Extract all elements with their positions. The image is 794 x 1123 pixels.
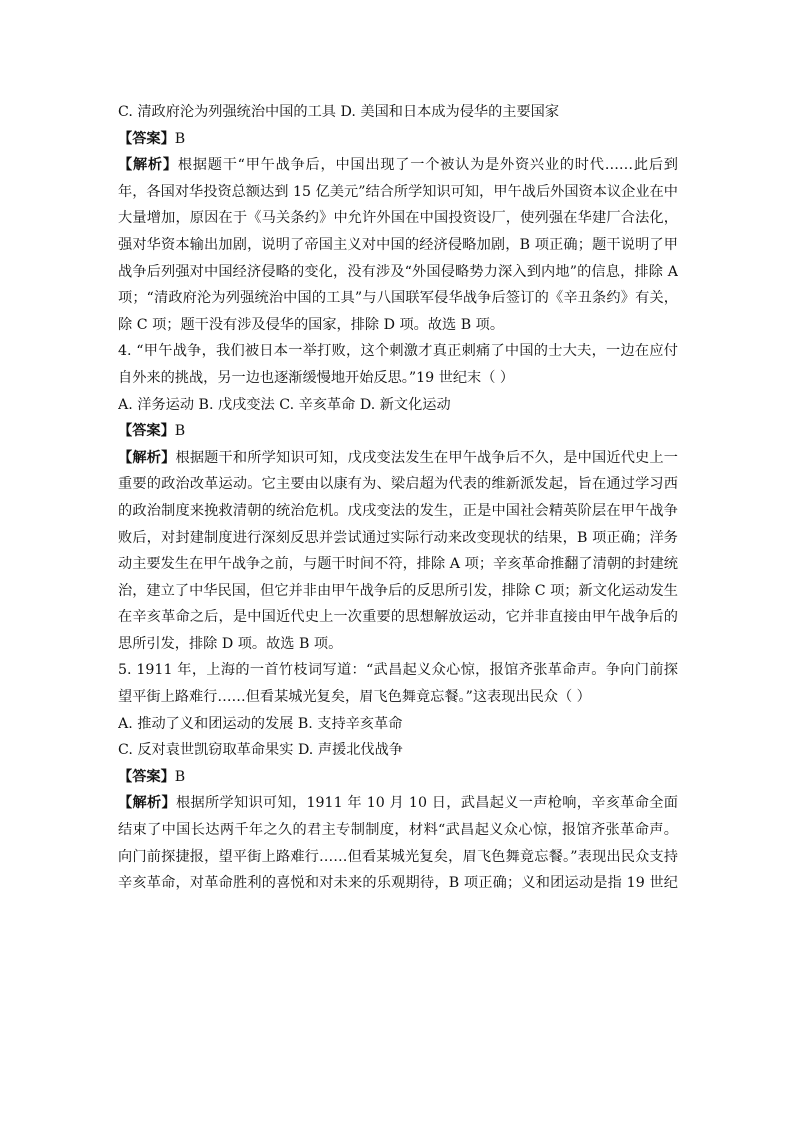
text-line xyxy=(118,498,678,525)
text-line xyxy=(118,205,678,232)
text-line xyxy=(118,631,678,658)
line-text: 思所引发，排除 D 项。故选 B 项。 xyxy=(118,635,343,652)
line-text: A. 推动了义和团运动的发展 B. 支持辛亥革命 xyxy=(118,715,403,732)
line-text: B xyxy=(174,130,186,147)
text-line xyxy=(118,471,678,498)
line-text: 根据题干“甲午战争后，中国出现了一个被认为是外资兴业的时代……此后到 xyxy=(177,157,678,174)
text-line xyxy=(118,711,678,738)
line-text: 战争后列强对中国经济侵略的变化，没有涉及“外国侵略势力深入到内地”的信息，排除 A xyxy=(118,263,678,280)
line-text: 4. “甲午战争，我们被日本一举打败，这个刺激才真正刺痛了中国的士大夫，一边在应付 xyxy=(118,343,678,360)
line-text: 自外来的挑战，另一边也逐渐缓慢地开始反思。”19 世纪末（ ） xyxy=(118,369,515,386)
line-text: 大量增加，原因在于《马关条约》中允许外国在中国投资设厂，使列强在华建厂合法化， xyxy=(118,210,678,227)
text-line xyxy=(118,657,678,684)
text-line xyxy=(118,870,678,897)
text-line xyxy=(118,604,678,631)
line-text: 结束了中国长达两千年之久的君主专制制度，材料“武昌起义众心惊，报馆齐张革命声。 xyxy=(118,822,678,839)
text-line xyxy=(118,259,678,286)
text-line xyxy=(118,126,678,153)
line-text: C. 清政府沦为列强统治中国的工具 D. 美国和日本成为侵华的主要国家 xyxy=(118,104,560,120)
line-text: 败后，对封建制度进行深刻反思并尝试通过实际行动来改变现状的结果，B 项正确；洋务 xyxy=(118,529,678,546)
line-text: 根据题干和所学知识可知，戊戌变法发生在甲午战争后不久，是中国近代史上一 xyxy=(175,449,678,466)
document-body xyxy=(118,99,678,897)
line-text: 5. 1911 年，上海的一首竹枝词写道：“武昌起义众心惊，报馆齐张革命声。争向门前探 xyxy=(118,662,678,679)
line-text: 项；“清政府沦为列强统治中国的工具”与八国联军侵华战争后签订的《辛丑条约》有关， xyxy=(118,290,678,307)
text-line xyxy=(118,764,678,791)
line-text: B xyxy=(174,423,186,440)
line-text: 望平街上路难行……但看某城光复矣，眉飞色舞竟忘餐。”这表现出民众（ ） xyxy=(118,689,591,706)
text-line xyxy=(118,551,678,578)
section-tag: 【答案】 xyxy=(118,130,175,147)
text-line xyxy=(118,418,678,445)
line-text: B xyxy=(174,768,186,785)
line-text: 在辛亥革命之后，是中国近代史上一次重要的思想解放运动，它并非直接由甲午战争后的 xyxy=(118,609,678,626)
text-line xyxy=(118,99,678,126)
text-line xyxy=(118,684,678,711)
line-text: 强对华资本输出加剧，说明了帝国主义对中国的经济侵略加剧，B 项正确；题干说明了甲 xyxy=(118,236,678,253)
text-line xyxy=(118,179,678,206)
text-line xyxy=(118,578,678,605)
line-text: 的政治制度来挽救清朝的统治危机。戊戌变法的发生，正是中国社会精英阶层在甲午战争 xyxy=(118,502,678,519)
section-tag: 【答案】 xyxy=(118,768,175,785)
text-line xyxy=(118,152,678,179)
line-text: 根据所学知识可知，1911 年 10 月 10 日，武昌起义一声枪响，辛亥革命全面 xyxy=(176,795,678,812)
text-line xyxy=(118,817,678,844)
text-line xyxy=(118,445,678,472)
text-line xyxy=(118,790,678,817)
line-text: 辛亥革命，对革命胜利的喜悦和对未来的乐观期待，B 项正确；义和团运动是指 19 世纪 xyxy=(118,875,678,892)
text-line xyxy=(118,338,678,365)
line-text: 除 C 项；题干没有涉及侵华的国家，排除 D 项。故选 B 项。 xyxy=(118,316,505,333)
section-tag: 【答案】 xyxy=(118,423,175,440)
section-tag: 【解析】 xyxy=(118,449,176,466)
text-line xyxy=(118,365,678,392)
text-line xyxy=(118,312,678,339)
text-line xyxy=(118,737,678,764)
line-text: 动主要发生在甲午战争之前，与题干时间不符，排除 A 项；辛亥革命推翻了清朝的封建统 xyxy=(118,556,678,573)
text-line xyxy=(118,525,678,552)
line-text: C. 反对袁世凯窃取革命果实 D. 声援北伐战争 xyxy=(118,742,403,759)
section-tag: 【解析】 xyxy=(118,795,176,812)
line-text: 治，建立了中华民国，但它并非由甲午战争后的反思所引发，排除 C 项；新文化运动发生 xyxy=(118,582,678,599)
text-line xyxy=(118,232,678,259)
text-line xyxy=(118,392,678,419)
section-tag: 【解析】 xyxy=(118,157,178,174)
line-text: 重要的政治改革运动。它主要由以康有为、梁启超为代表的维新派发起，旨在通过学习西 xyxy=(118,476,678,493)
line-text: A. 洋务运动 B. 戊戌变法 C. 辛亥革命 D. 新文化运动 xyxy=(118,396,451,413)
text-line xyxy=(118,285,678,312)
line-text: 年，各国对华投资总额达到 15 亿美元”结合所学知识可知，甲午战后外国资本议企业在中 xyxy=(118,183,678,200)
text-line xyxy=(118,844,678,871)
line-text: 向门前探捷报，望平街上路难行……但看某城光复矣，眉飞色舞竟忘餐。”表现出民众支持 xyxy=(118,848,678,865)
